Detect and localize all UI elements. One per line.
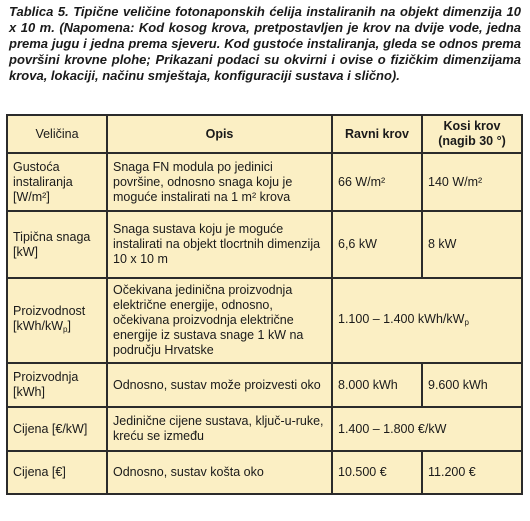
header-ravni-krov: Ravni krov bbox=[332, 115, 422, 153]
cell-velicina: Gustoća instaliranja [W/m²] bbox=[7, 153, 107, 211]
cell-ravni-krov: 8.000 kWh bbox=[332, 363, 422, 407]
cell-ravni-krov: 10.500 € bbox=[332, 451, 422, 494]
table-header-row bbox=[7, 115, 522, 153]
table-row bbox=[7, 363, 522, 407]
header-velicina: Veličina bbox=[7, 115, 107, 153]
table-caption bbox=[9, 4, 521, 84]
header-kosi-line2: (nagib 30 °) bbox=[438, 134, 506, 148]
cell-opis: Snaga sustava koju je moguće instalirati na objekt tlocrtnih dimenzija 10 x 10 m bbox=[107, 211, 332, 278]
cell-merged-main: 1.100 – 1.400 kWh/kW bbox=[338, 311, 465, 326]
cell-velicina-main: Proizvodnost [kWh/kW bbox=[13, 304, 86, 333]
caption-label: Tablica 5. bbox=[9, 4, 69, 19]
cell-merged-value bbox=[332, 278, 522, 363]
photovoltaic-table bbox=[6, 114, 523, 495]
table-row bbox=[7, 407, 522, 451]
header-opis: Opis bbox=[107, 115, 332, 153]
cell-velicina: Tipična snaga [kW] bbox=[7, 211, 107, 278]
table-row bbox=[7, 211, 522, 278]
cell-opis: Jedinične cijene sustava, ključ-u-ruke, kreću se između bbox=[107, 407, 332, 451]
cell-velicina-sub: p bbox=[63, 325, 68, 334]
cell-merged-sub: p bbox=[464, 317, 469, 327]
cell-velicina-end: ] bbox=[67, 319, 71, 333]
cell-velicina bbox=[7, 278, 107, 363]
table-row bbox=[7, 278, 522, 363]
header-kosi-krov bbox=[422, 115, 522, 153]
cell-kosi-krov: 140 W/m² bbox=[422, 153, 522, 211]
cell-merged-value: 1.400 – 1.800 €/kW bbox=[332, 407, 522, 451]
cell-ravni-krov: 6,6 kW bbox=[332, 211, 422, 278]
caption-text: Tipične veličine fotonaponskih ćelija instaliranih na objekt dimenzija 10 x 10 m. (Napomena: Kod kosog krova, pretpostavljen je krov na dvije vode, jedna prema jugu i jedna prema sjeveru. Kod gustoće instaliranja, gleda se odnos prema površini krovne plohe; Prikazani podaci su okvirni i ovise o fizičkim dimenzijama krova, lokaciji, načinu smještaja, konfiguraciji sustava i slično). bbox=[9, 4, 521, 83]
cell-velicina: Cijena [€/kW] bbox=[7, 407, 107, 451]
table-row bbox=[7, 451, 522, 494]
cell-opis: Snaga FN modula po jedinici površine, odnosno snaga koju je moguće instalirati na 1 m² krova bbox=[107, 153, 332, 211]
cell-ravni-krov: 66 W/m² bbox=[332, 153, 422, 211]
cell-opis: Očekivana jedinična proizvodnja električne energije, odnosno, očekivana proizvodnja električne energije iz sustava snage 1 kW na području Hrvatske bbox=[107, 278, 332, 363]
cell-velicina: Cijena [€] bbox=[7, 451, 107, 494]
cell-kosi-krov: 9.600 kWh bbox=[422, 363, 522, 407]
cell-kosi-krov: 8 kW bbox=[422, 211, 522, 278]
cell-kosi-krov: 11.200 € bbox=[422, 451, 522, 494]
cell-opis: Odnosno, sustav može proizvesti oko bbox=[107, 363, 332, 407]
cell-opis: Odnosno, sustav košta oko bbox=[107, 451, 332, 494]
header-kosi-line1: Kosi krov bbox=[443, 119, 501, 133]
table-row bbox=[7, 153, 522, 211]
cell-velicina: Proizvodnja [kWh] bbox=[7, 363, 107, 407]
